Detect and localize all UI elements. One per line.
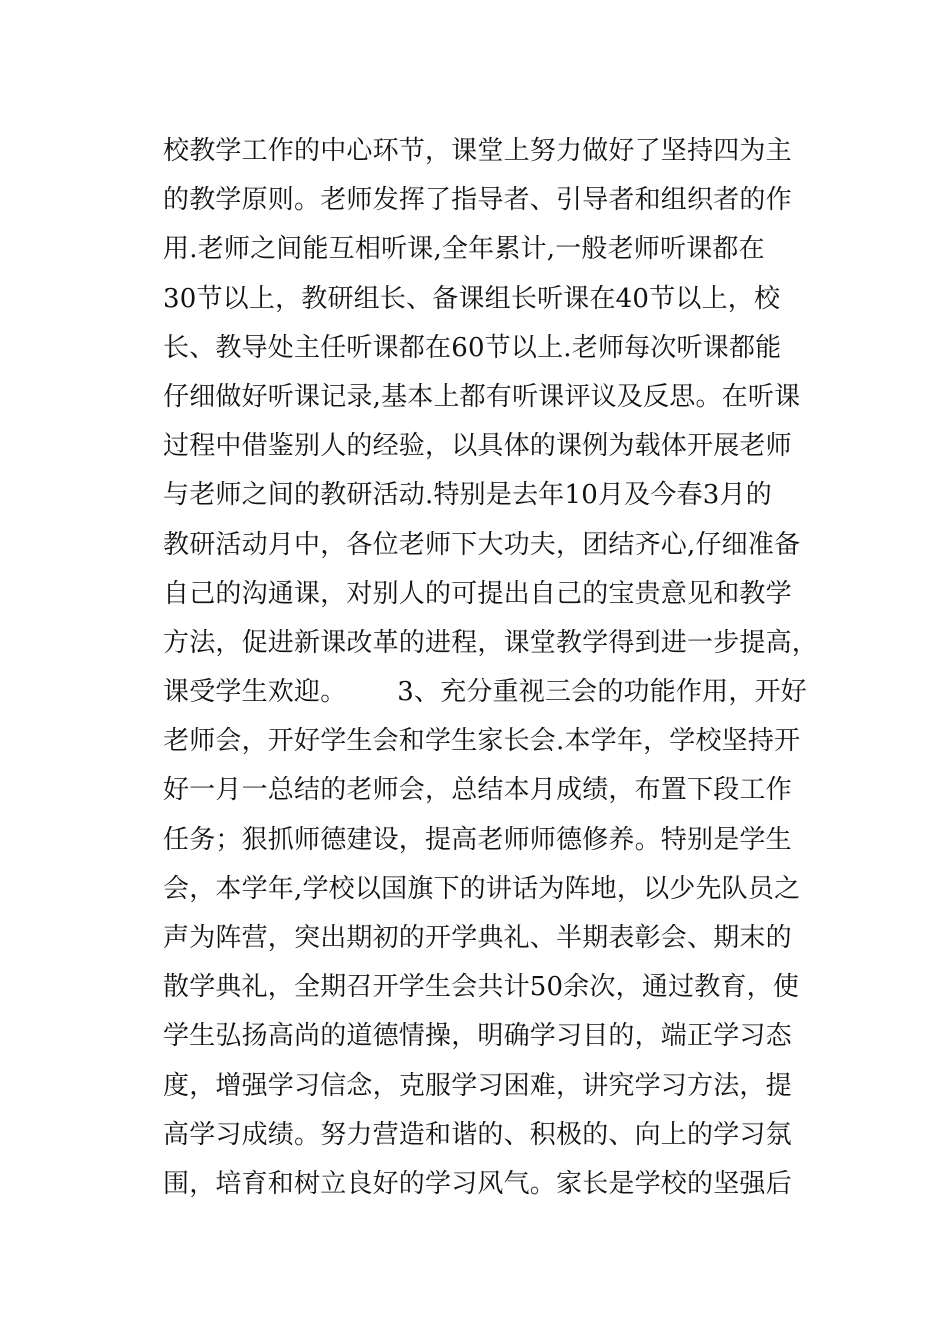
text-line: 散学典礼，全期召开学生会共计50余次，通过教育，使 bbox=[163, 972, 800, 1003]
text-line: 围，培育和树立良好的学习风气。家长是学校的坚强后 bbox=[163, 1168, 792, 1199]
text-line: 好一月一总结的老师会，总结本月成绩，布置下段工作 bbox=[163, 775, 792, 806]
text-line: 学生弘扬高尚的道德情操，明确学习目的，端正学习态 bbox=[163, 1021, 792, 1052]
text-line: 教研活动月中，各位老师下大功夫，团结齐心,仔细准备 bbox=[163, 529, 801, 560]
text-line: 高学习成绩。努力营造和谐的、积极的、向上的学习氛 bbox=[163, 1119, 792, 1150]
text-line: 30节以上，教研组长、备课组长听课在40节以上，校 bbox=[163, 283, 781, 314]
text-line: 长、教导处主任听课都在60节以上.老师每次听课都能 bbox=[163, 332, 782, 363]
text-line: 过程中借鉴别人的经验，以具体的课例为载体开展老师 bbox=[163, 431, 792, 462]
text-line: 任务；狠抓师德建设，提高老师师德修养。特别是学生 bbox=[163, 824, 792, 855]
text-line: 老师会，开好学生会和学生家长会.本学年，学校坚持开 bbox=[163, 726, 801, 757]
body-text bbox=[163, 127, 819, 1209]
text-line: 声为阵营，突出期初的开学典礼、半期表彰会、期末的 bbox=[163, 923, 792, 953]
text-line: 自己的沟通课，对别人的可提出自己的宝贵意见和教学 bbox=[163, 578, 792, 609]
text-line: 会，本学年,学校以国旗下的讲话为阵地，以少先队员之 bbox=[163, 873, 801, 904]
text-line: 度，增强学习信念，克服学习困难，讲究学习方法，提 bbox=[163, 1070, 792, 1101]
text-line: 与老师之间的教研活动.特别是去年10月及今春3月的 bbox=[163, 480, 772, 511]
text-line: 仔细做好听课记录,基本上都有听课评议及反思。在听课 bbox=[163, 381, 801, 412]
text-line: 课受学生欢迎。 3、充分重视三会的功能作用，开好 bbox=[163, 677, 807, 708]
text-line: 用.老师之间能互相听课,全年累计,一般老师听课都在 bbox=[163, 234, 765, 265]
text-line: 校教学工作的中心环节，课堂上努力做好了坚持四为主 bbox=[163, 136, 792, 166]
text-line: 的教学原则。老师发挥了指导者、引导者和组织者的作 bbox=[163, 185, 792, 216]
text-line: 方法，促进新课改革的进程，课堂教学得到进一步提高， bbox=[163, 627, 819, 658]
